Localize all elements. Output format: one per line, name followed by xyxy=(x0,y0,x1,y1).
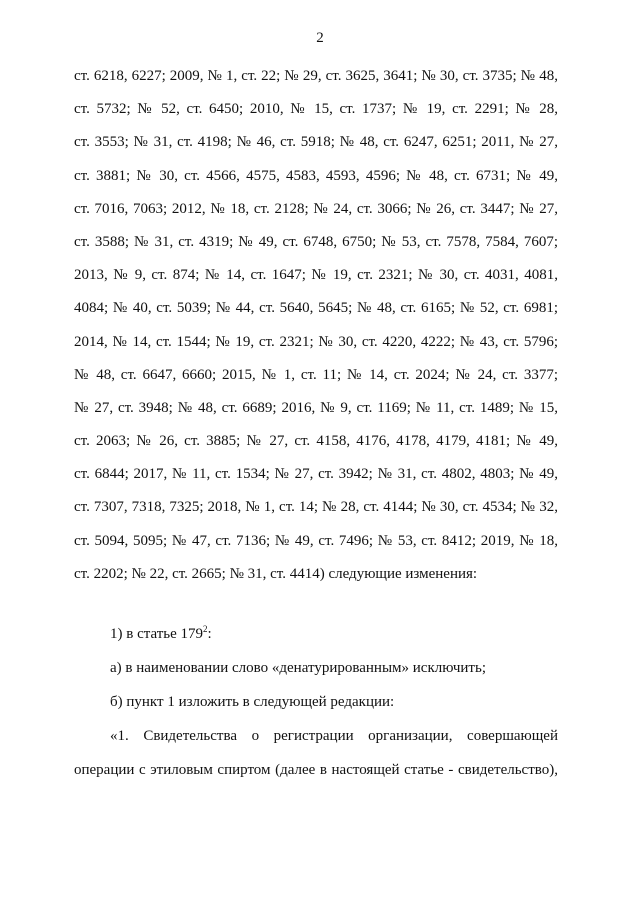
quote-line-1: «1. Свидетельства о регистрации организации, совершающей xyxy=(110,728,558,744)
text-line: ст. 3553; № 31, ст. 4198; № 46, ст. 5918; № 48, ст. 6247, 6251; 2011, № 27, xyxy=(74,134,558,151)
text-line: ст. 6218, 6227; 2009, № 1, ст. 22; № 29, ст. 3625, 3641; № 30, ст. 3735; № 48, xyxy=(74,68,558,84)
quote-line-2: операции с этиловым спиртом (далее в настоящей статье - свидетельство), xyxy=(74,762,558,778)
text-line: ст. 6844; 2017, № 11, ст. 1534; № 27, ст. 3942; № 31, ст. 4802, 4803; № 49, xyxy=(74,466,558,483)
item-1 xyxy=(110,618,558,651)
item-b: б) пункт 1 изложить в следующей редакции: xyxy=(110,694,395,710)
item-a: а) в наименовании слово «денатурированным» исключить; xyxy=(110,660,486,676)
text-line: ст. 7016, 7063; 2012, № 18, ст. 2128; № 24, ст. 3066; № 26, ст. 3447; № 27, xyxy=(74,200,558,217)
text-line: ст. 5732; № 52, ст. 6450; 2010, № 15, ст. 1737; № 19, ст. 2291; № 28, xyxy=(74,101,558,118)
text-line: ст. 2063; № 26, ст. 3885; № 27, ст. 4158, 4176, 4178, 4179, 4181; № 49, xyxy=(74,433,558,450)
item-1-superscript: 2 xyxy=(203,624,208,634)
text-line: 4084; № 40, ст. 5039; № 44, ст. 5640, 5645; № 48, ст. 6165; № 52, ст. 6981; xyxy=(74,300,558,317)
text-line: ст. 3881; № 30, ст. 4566, 4575, 4583, 4593, 4596; № 48, ст. 6731; № 49, xyxy=(74,167,558,184)
text-line: ст. 5094, 5095; № 47, ст. 7136; № 49, ст. 7496; № 53, ст. 8412; 2019, № 18, xyxy=(74,532,558,549)
text-line: ст. 3588; № 31, ст. 4319; № 49, ст. 6748, 6750; № 53, ст. 7578, 7584, 7607; xyxy=(74,233,558,250)
page-number: 2 xyxy=(316,30,324,46)
text-line: № 27, ст. 3948; № 48, ст. 6689; 2016, № 9, ст. 1169; № 11, ст. 1489; № 15, xyxy=(74,399,558,416)
text-line: 2013, № 9, ст. 874; № 14, ст. 1647; № 19, ст. 2321; № 30, ст. 4031, 4081, xyxy=(74,267,558,284)
item-1-text: 1) в статье 179 xyxy=(110,626,204,642)
citation-paragraph xyxy=(74,60,558,591)
text-line: № 48, ст. 6647, 6660; 2015, № 1, ст. 11; № 14, ст. 2024; № 24, ст. 3377; xyxy=(74,366,558,383)
item-1-suffix: : xyxy=(207,626,212,642)
text-line: ст. 2202; № 22, ст. 2665; № 31, ст. 4414) следующие изменения: xyxy=(74,565,478,582)
text-line: ст. 7307, 7318, 7325; 2018, № 1, ст. 14; № 28, ст. 4144; № 30, ст. 4534; № 32, xyxy=(74,499,558,516)
text-line: 2014, № 14, ст. 1544; № 19, ст. 2321; № 30, ст. 4220, 4222; № 43, ст. 5796; xyxy=(74,333,558,350)
